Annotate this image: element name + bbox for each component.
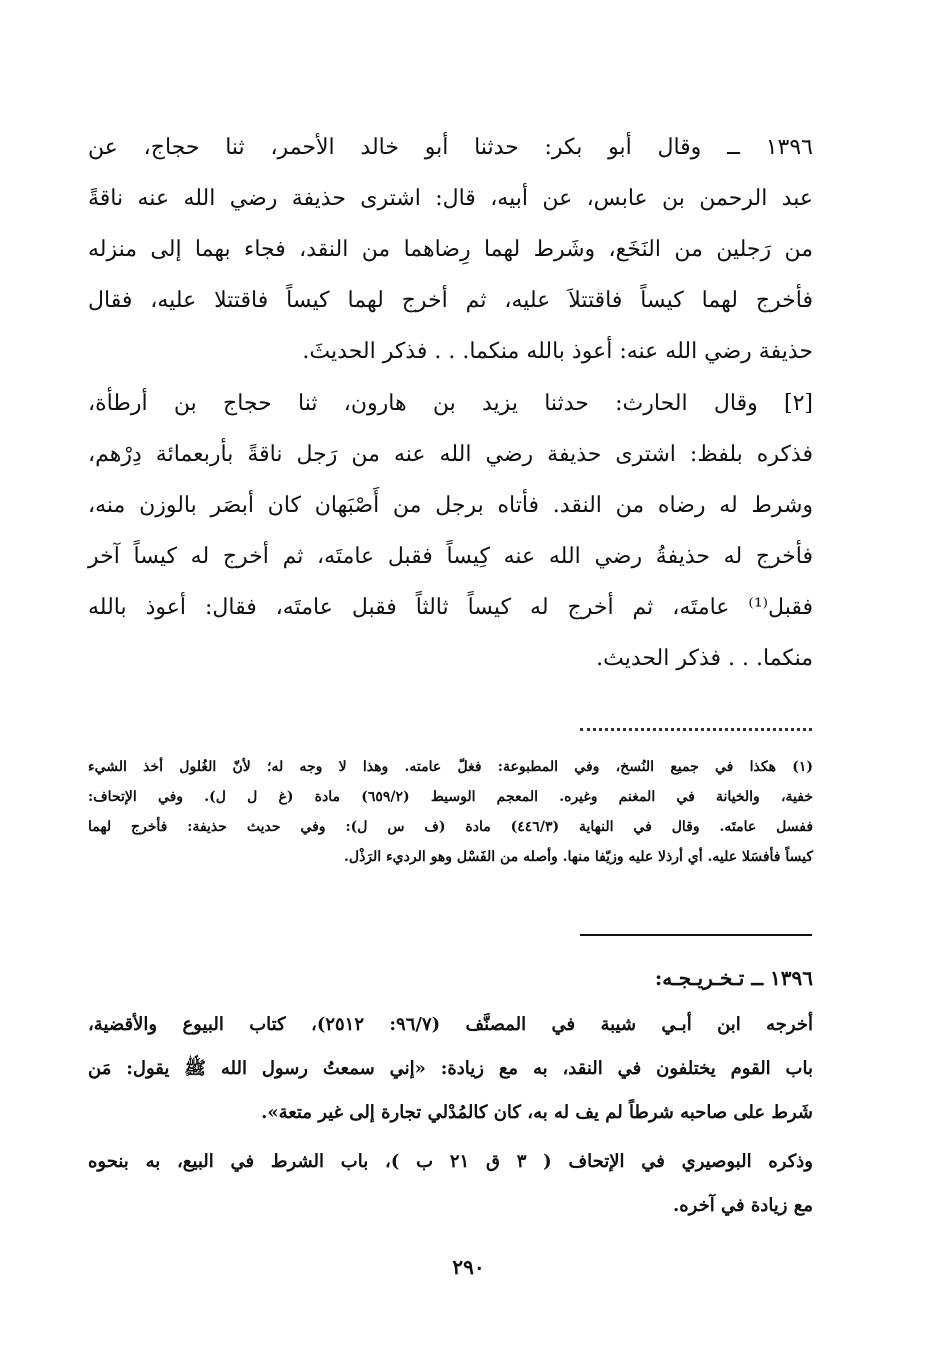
takhrij-line: مع زيادة في آخره. — [672, 1195, 813, 1216]
takhrij-line: وذكره البوصيري في الإتحاف ( ٣ ق ٢١ ب )، باب الشرط في البيع، به بنحوه — [88, 1151, 814, 1172]
footnote-line: خفية، والخيانة في المغنم وغيره. المعجم الوسيط (٦٥٩/٢) مادة (غ ل ل). وفي الإتحاف: — [88, 789, 813, 805]
text-line: وشرط له رضاه من النقد. فأتاه برجل من أَصْبَهان كان أبصَر بالوزن منه، — [88, 493, 813, 518]
text-line: فذكره بلفظ: اشترى حذيفة رضي الله عنه من رَجل ناقةً بأربعمائة دِرْهم، — [88, 442, 813, 467]
takhrij-line: باب القوم يختلفون في النقد، به مع زيادة: «إني سمعتُ رسول الله ﷺ يقول: مَن — [88, 1058, 813, 1079]
takhrij-paragraph-2 — [88, 1140, 813, 1228]
text-line: [٢] وقال الحارث: حدثنا يزيد بن هارون، ثنا حجاج بن أرطأة، — [88, 391, 813, 416]
footnote-separator — [580, 718, 812, 731]
takhrij-paragraph — [88, 1003, 813, 1135]
takhrij-heading: ١٣٩٦ ــ تـخـريـجـه: — [654, 966, 813, 990]
text-line: من رَجلين من النَخَع، وشَرط لهما رِضاهما من النقد، فجاء بهما إلى منزله — [88, 237, 813, 262]
takhrij-line: أخرجه ابن أبـي شيبة في المصنَّف (٩٦/٧: ٢٥١٢)، كتاب البيوع والأقضية، — [88, 1014, 813, 1035]
text-line: عبد الرحمن بن عابس، عن أبيه، قال: اشترى حذيفة رضي الله عنه ناقةً — [88, 186, 813, 211]
section-divider — [580, 934, 812, 936]
text-line: حذيفة رضي الله عنه: أعوذ بالله منكما. . . فذكر الحديثَ. — [302, 339, 813, 364]
footnote — [88, 752, 813, 872]
text-line: فقبل⁽¹⁾ عامتَه، ثم أخرج له كيساً ثالثاً فقبل عامتَه، فقال: أعوذ بالله — [88, 595, 813, 620]
text-line: فأخرج لهما كيساً فاقتتلاَ عليه، ثم أخرج لهما كيساً فاقتتلا عليه، فقال — [88, 288, 813, 313]
text-line: ١٣٩٦ ــ وقال أبو بكر: حدثنا أبو خالد الأحمر، ثنا حجاج، عن — [88, 135, 813, 160]
footnote-line: (١) هكذا في جميع النُسخ، وفي المطبوعة: فغلّ عامته. وهذا لا وجه له؛ لأنّ الغُلول أخذ الشيء — [88, 759, 813, 775]
footnote-line: كيساً فأفسَلا عليه. أي أرذلا عليه وزيّفا منها. وأصله من الفَسْل وهو الرديء الرَذْل. — [344, 849, 813, 865]
footnote-line: ففسل عامتَه. وقال في النهاية (٤٤٦/٣) مادة (ف س ل): وفي حديث حذيفة: فأخرج لهما — [88, 819, 814, 835]
hadith-1396-paragraph — [88, 122, 813, 377]
page-number: ٢٩٠ — [452, 1255, 485, 1279]
takhrij-line: شَرط على صاحبه شرطاً لم يف له به، كان كالمُدْلي تجارة إلى غير متعة». — [261, 1102, 813, 1123]
text-line: منكما. . . فذكر الحديث. — [596, 646, 813, 671]
text-line: فأخرج له حذيفةُ رضي الله عنه كِيساً فقبل عامتَه، ثم أخرج له كيساً آخر — [88, 544, 814, 569]
hadith-harith-paragraph — [88, 378, 813, 684]
